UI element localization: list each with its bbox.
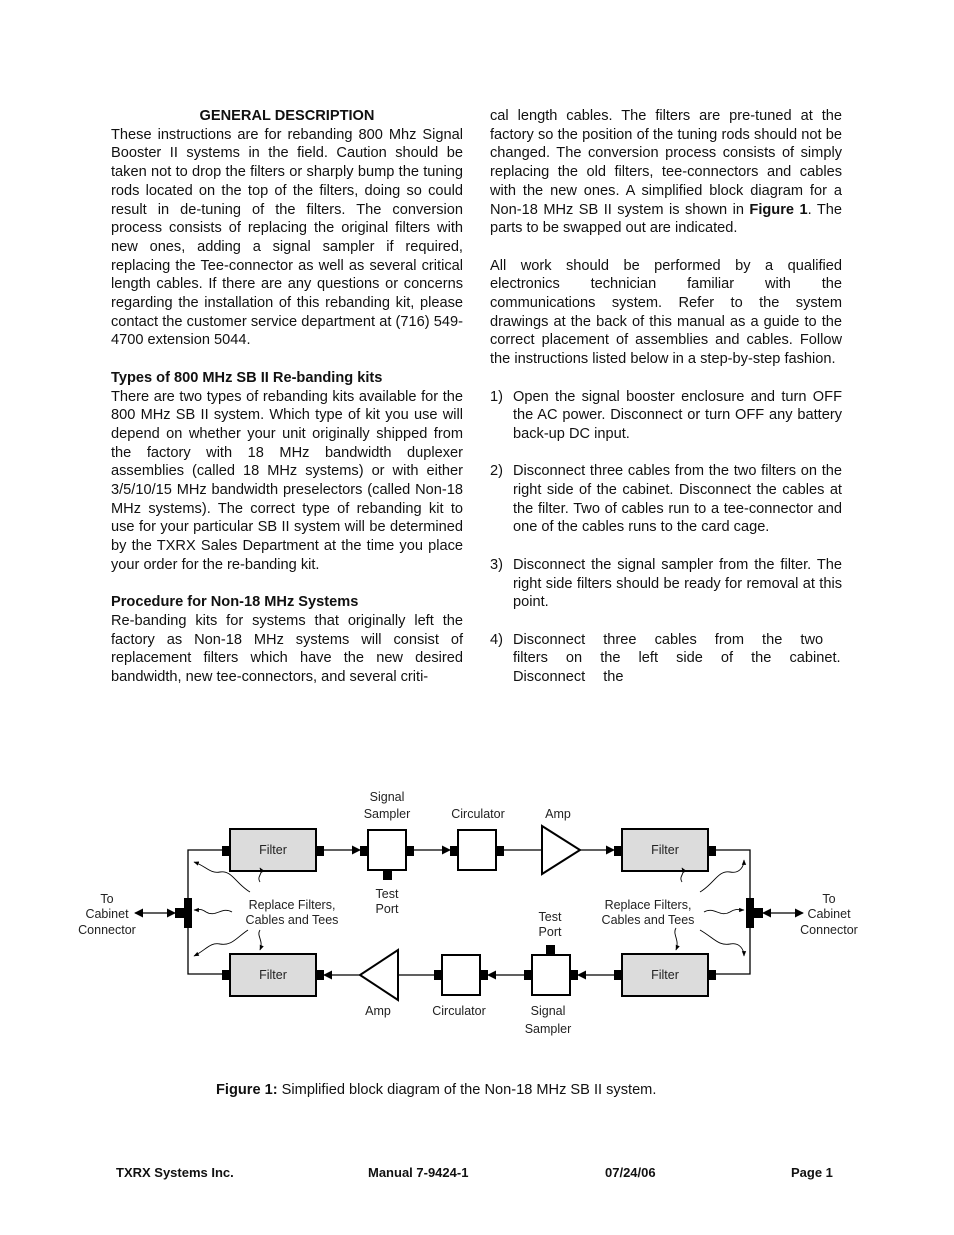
- test-label: Test: [538, 910, 562, 924]
- left-column: [111, 107, 463, 687]
- cabinet-label: Cabinet: [807, 907, 851, 921]
- circulator-block: [458, 830, 496, 870]
- filter-label: Filter: [651, 843, 679, 857]
- caption-text: Simplified block diagram of the Non-18 MHz SB II system.: [277, 1082, 657, 1098]
- test-port: [546, 945, 555, 955]
- tee-connector-right: [746, 898, 754, 928]
- footer-manual: Manual 7-9424-1: [368, 1165, 469, 1180]
- replace-note: Replace Filters,: [604, 898, 692, 912]
- filter-label: Filter: [259, 968, 287, 982]
- tee-connector-left: [184, 898, 192, 928]
- procedure-paragraph: Re-banding kits for systems that originally left the factory as Non-18 MHz systems will consist of replacement filters which have the new desired bandwidth, new tee-connectors, and several criti-: [111, 612, 463, 686]
- amplifier-block: [542, 826, 580, 874]
- step-item: 3) Disconnect the signal sampler from the filter. The right side filters should be ready for removal at this point.: [490, 556, 842, 611]
- circulator-label: Circulator: [432, 1004, 486, 1018]
- footer-page-number: Page 1: [791, 1165, 833, 1180]
- to-label: To: [822, 892, 836, 906]
- section-heading: GENERAL DESCRIPTION: [199, 108, 375, 124]
- port-label: Port: [375, 902, 399, 916]
- signal-sampler-block: [368, 830, 406, 870]
- signal-label: Signal: [530, 1004, 566, 1018]
- replace-note: Cables and Tees: [245, 913, 339, 927]
- sampler-label: Sampler: [363, 807, 411, 821]
- general-description-paragraph: These instructions are for rebanding 800 Mhz Signal Booster II systems in the field. Caution should be taken not to drop the filters or sharply bump the tuning rods located on the top of the filters, doing so could result in de-tuning of the filters. The conversion process consists of replacing the original filters with new ones, adding a signal sampler if required, replacing the Tee-connector as well as several critical length cables. If there are any questions or concerns regarding the installation of this rebanding kit, please contact the customer service department at (716) 549-4700 extension 5044.: [111, 126, 463, 349]
- connector-label: Connector: [800, 923, 858, 937]
- to-label: To: [100, 892, 114, 906]
- subheading-types: Types of 800 MHz SB II Re-banding kits: [111, 369, 383, 386]
- technician-paragraph: All work should be performed by a qualified electronics technician familiar with the communications system. Refer to the system drawings at the back of this manual as a guide to the correct placement of assemblies and cables. Follow the instructions listed below in a step-by-step fashion.: [490, 257, 842, 368]
- cabinet-label: Cabinet: [85, 907, 129, 921]
- filter-label: Filter: [259, 843, 287, 857]
- step-item: 1) Open the signal booster enclosure and turn OFF the AC power. Disconnect or turn OFF any battery back-up DC input.: [490, 388, 842, 442]
- types-paragraph: There are two types of rebanding kits available for the 800 MHz SB II system. Which type of kit you use will depend on whether your unit originally shipped from the factory with 18 MHz bandwidth duplexer assemblies (called 18 MHz systems) or with either 3/5/10/15 MHz bandwidth preselectors (called Non-18 MHz systems). The correct type of rebanding kit to use for your particular SB II system will be determined by the TXRX Sales Department at the time you place your order for the re-banding kit.: [111, 388, 463, 573]
- circulator-block: [442, 955, 480, 995]
- port-label: Port: [538, 925, 562, 939]
- replace-note: Cables and Tees: [601, 913, 695, 927]
- amp-label: Amp: [545, 807, 571, 821]
- figure-caption: [216, 1082, 656, 1098]
- test-label: Test: [375, 887, 399, 901]
- footer-date: 07/24/06: [605, 1165, 656, 1180]
- filter-label: Filter: [651, 968, 679, 982]
- right-column: [490, 107, 842, 687]
- sampler-label: Sampler: [524, 1022, 572, 1036]
- replace-note: Replace Filters,: [248, 898, 336, 912]
- circulator-label: Circulator: [451, 807, 505, 821]
- amp-label: Amp: [365, 1004, 391, 1018]
- amplifier-block: [360, 950, 398, 1000]
- caption-label: Figure 1:: [216, 1082, 278, 1098]
- step-item: 2) Disconnect three cables from the two filters on the right side of the cabinet. Disconnect the cables at the filter. Two of cables run to a tee-connector and one of the cables runs to the card cage.: [490, 463, 842, 536]
- connector-label: Connector: [78, 923, 136, 937]
- step-item: 4) Disconnect three cables from the two filters on the left side of the cabinet. Disconnect the: [490, 631, 841, 686]
- signal-label: Signal: [369, 790, 405, 804]
- block-diagram: [60, 780, 900, 1050]
- signal-sampler-block: [532, 955, 570, 995]
- conversion-paragraph: cal length cables. The filters are pre-tuned at the factory so the position of the tuning rods should not be changed. The conversion process consists of simply replacing the old filters, tee-connectors and cables with the new ones. A simplified block diagram for a Non-18 MHz SB II system is shown in Figure 1. The parts to be swapped out are indicated.: [490, 108, 842, 237]
- subheading-procedure: Procedure for Non-18 MHz Systems: [111, 594, 359, 611]
- test-port: [383, 870, 392, 880]
- footer-company: TXRX Systems Inc.: [116, 1165, 234, 1180]
- figure-reference: Figure 1: [749, 201, 808, 218]
